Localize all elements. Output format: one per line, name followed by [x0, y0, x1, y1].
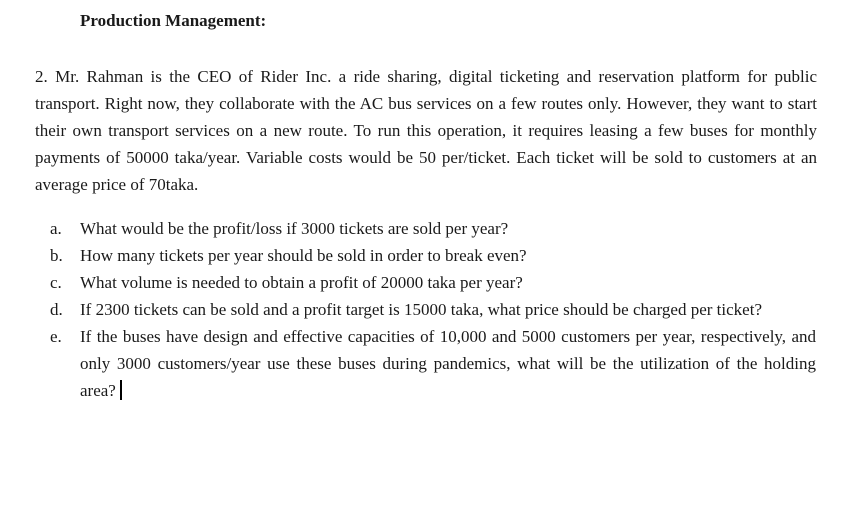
text-cursor[interactable] — [120, 380, 122, 400]
question-label: d. — [50, 300, 63, 319]
question-text: What volume is needed to obtain a profit of 20000 taka per year? — [80, 273, 523, 292]
question-list — [40, 215, 816, 404]
question-text: If 2300 tickets can be sold and a profit target is 15000 taka, what price should be charged per ticket? — [80, 300, 762, 319]
question-item — [40, 215, 816, 242]
question-label: c. — [50, 273, 62, 292]
question-label: b. — [50, 246, 63, 265]
question-item — [40, 269, 816, 296]
question-text: How many tickets per year should be sold in order to break even? — [80, 246, 527, 265]
question-text: What would be the profit/loss if 3000 tickets are sold per year? — [80, 219, 509, 238]
section-heading: Production Management: — [80, 11, 267, 30]
question-item — [40, 323, 816, 404]
problem-statement: 2. Mr. Rahman is the CEO of Rider Inc. a ride sharing, digital ticketing and reservation platform for public transport. Right now, they collaborate with the AC bus services on a few routes only. However, they want to start their own transport services on a new route. To run this operation, it requires leasing a few buses for monthly payments of 50000 taka/year. Variable costs would be 50 per/ticket. Each ticket will be sold to customers at an average price of 70taka. — [35, 67, 817, 194]
question-item — [40, 242, 816, 269]
question-label: a. — [50, 219, 62, 238]
question-label: e. — [50, 327, 62, 346]
question-item — [40, 296, 816, 323]
question-text: If the buses have design and effective capacities of 10,000 and 5000 customers per year, respectively, and only 3000 customers/year use these buses during pandemics, what will be the utilization of the holding area? — [80, 327, 816, 400]
